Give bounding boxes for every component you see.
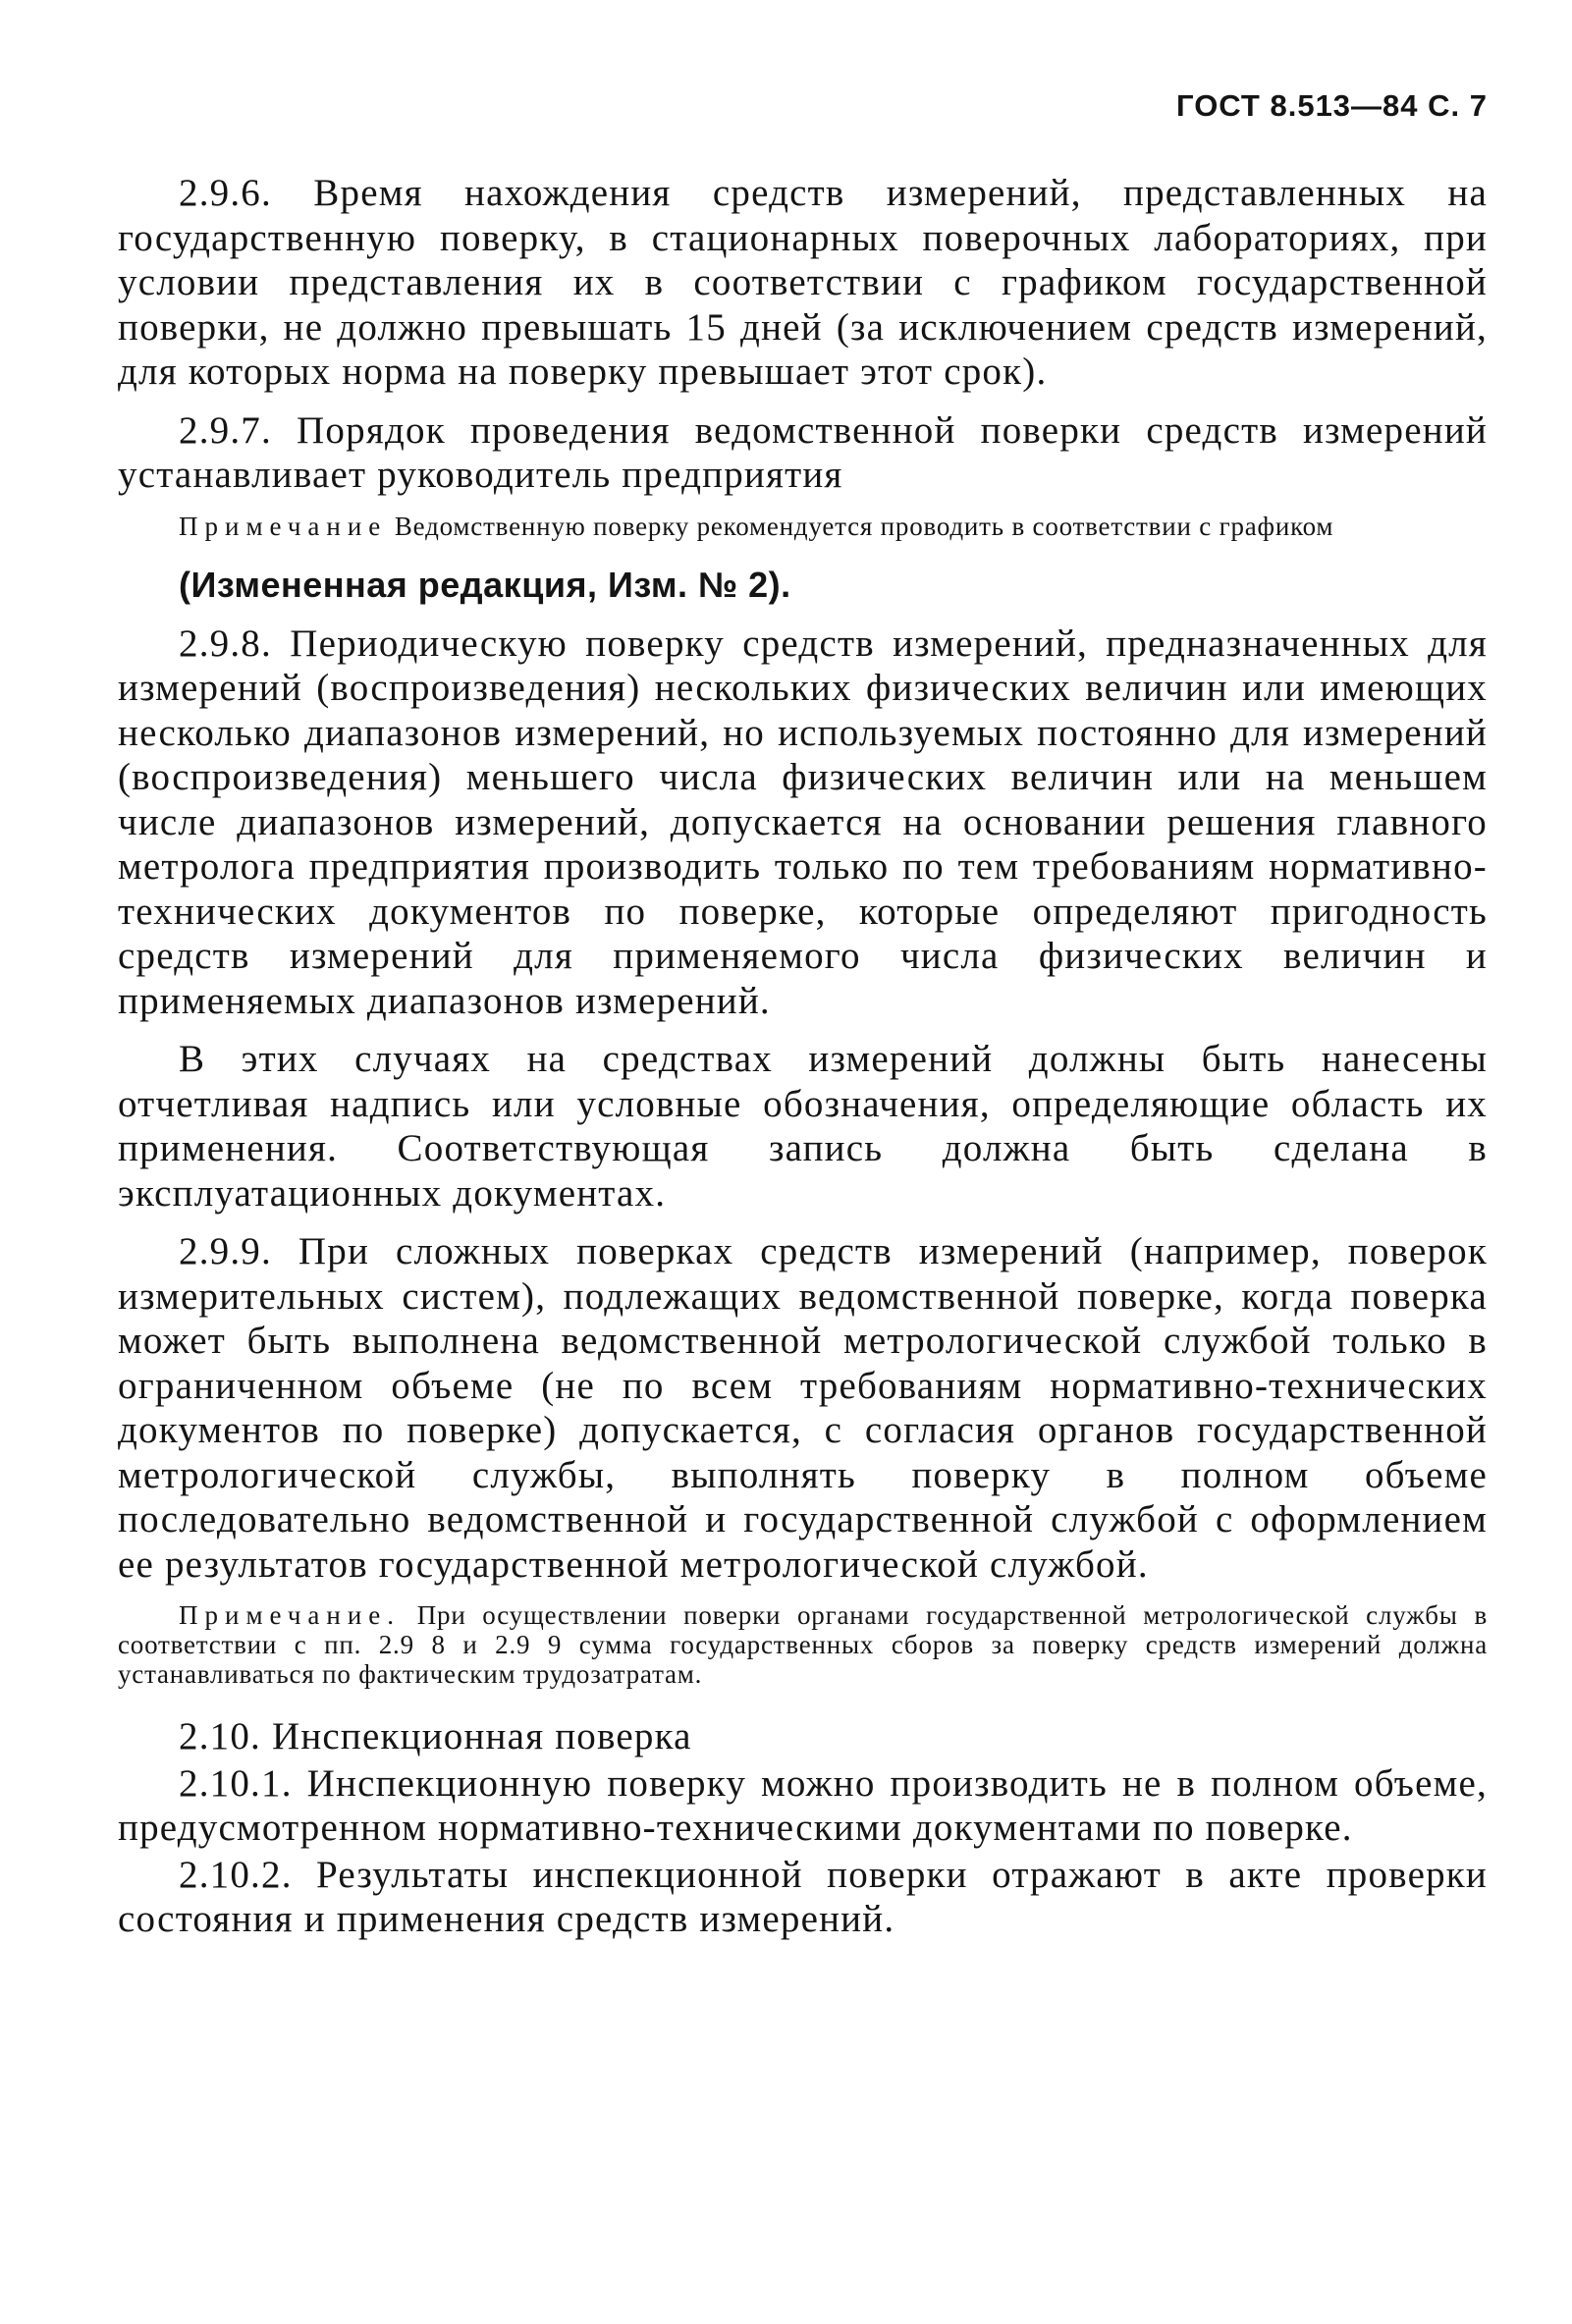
paragraph-2-9-8-continued: В этих случаях на средствах измерений должны быть нанесены отчетливая надпись или условные обозначения, определяющие область их применения. Соответствующая запись должна быть сделана в эксплуатационных документах. xyxy=(118,1038,1488,1215)
document-page xyxy=(118,88,1488,1956)
note-2-text: При осуществлении поверки органами государственной метрологической службы в соответствии с пп. 2.9 8 и 2.9 9 сумма государственных сборов за поверку средств измерений должна устанавливаться по фактическим трудозатратам. xyxy=(118,1600,1488,1689)
paragraph-2-10-2: 2.10.2. Результаты инспекционной поверки отражают в акте проверки состояния и применения средств измерений. xyxy=(118,1853,1488,1940)
note-1-label: Примечание xyxy=(179,511,388,541)
paragraph-2-10-1: 2.10.1. Инспекционную поверку можно производить не в полном объеме, предусмотренном нормативно-техническими документами по поверке. xyxy=(118,1761,1488,1849)
note-1-text: Ведомственную поверку рекомендуется проводить в соответствии с графиком xyxy=(387,511,1334,541)
paragraph-2-9-8: 2.9.8. Периодическую поверку средств измерений, предназначенных для измерений (воспроизведения) нескольких физических величин или имеющих несколько диапазонов измерений, но используемых постоянно для измерений (воспроизведения) меньшего числа физических величин или на меньшем числе диапазонов измерений, допускается на основании решения главного метролога предприятия производить только по тем требованиям нормативно-технических документов по поверке, которые определяют пригодность средств измерений для применяемого числа физических величин и применяемых диапазонов измерений. xyxy=(118,622,1488,1022)
paragraph-2-9-7: 2.9.7. Порядок проведения ведомственной поверки средств измерений устанавливает руководитель предприятия xyxy=(118,408,1488,496)
paragraph-2-9-6: 2.9.6. Время нахождения средств измерений, представленных на государственную поверку, в стационарных поверочных лабораториях, при условии представления их в соответствии с графиком государственной поверки, не должно превышать 15 дней (за исключением средств измерений, для которых норма на поверку превышает этот срок). xyxy=(118,172,1488,393)
running-header: ГОСТ 8.513—84 С. 7 xyxy=(1176,88,1488,123)
note-2 xyxy=(118,1600,1488,1689)
amendment-note: (Измененная редакция, Изм. № 2). xyxy=(179,564,791,605)
paragraph-2-9-9: 2.9.9. При сложных поверках средств измерений (например, поверок измерительных систем), подлежащих ведомственной поверке, когда поверка может быть выполнена ведомственной метрологической службой только в ограниченном объеме (не по всем требованиям нормативно-технических документов по поверке) допускается, с согласия органов государственной метрологической службы, выполнять поверку в полном объеме последовательно ведомственной и государственной службой с оформлением ее результатов государственной метрологической службой. xyxy=(118,1230,1488,1586)
note-2-label: Примечание. xyxy=(179,1600,402,1630)
note-1 xyxy=(118,512,1488,541)
section-2-10-heading: 2.10. Инспекционная поверка xyxy=(179,1715,692,1757)
